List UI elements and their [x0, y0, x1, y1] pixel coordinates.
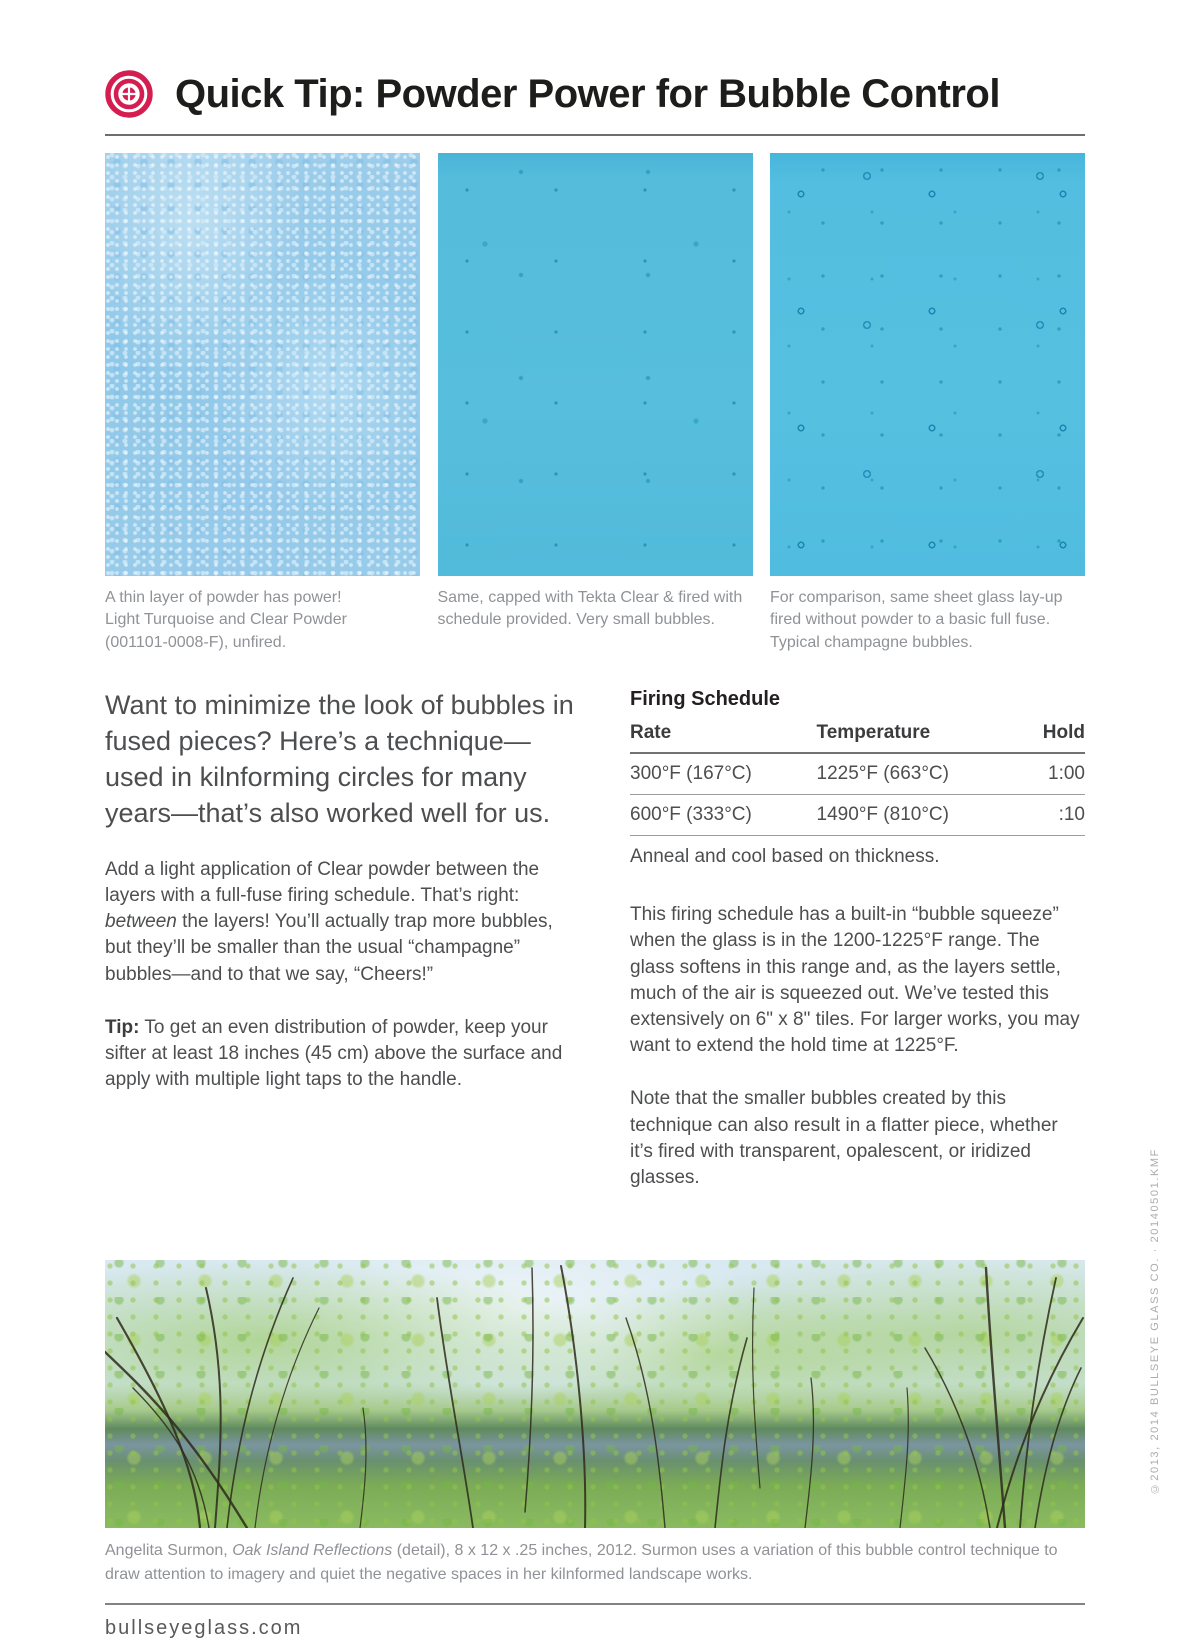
table-cell-rate: 600°F (333°C): [630, 795, 817, 836]
body-paragraph: Note that the smaller bubbles created by this technique can also result in a flatter piece, whether it’s fired with transparent, opalescent, or iridized glasses.: [630, 1088, 1058, 1189]
table-header-temperature: Temperature: [817, 715, 1013, 753]
table-cell-hold: :10: [1012, 795, 1085, 836]
table-row: [630, 795, 1085, 836]
sample-image-champagne-bubbles: [770, 153, 1085, 576]
body-paragraph: [105, 857, 575, 988]
firing-schedule-title: Firing Schedule: [630, 688, 781, 711]
body-paragraph: This firing schedule has a built-in “bubble squeeze” when the glass is in the 1200-1225°F range. The glass softens in this range and, as the layers settle, much of the air is squeezed out. We’ve tested this extensively on 6" x 8" tiles. For larger works, you may want to extend the hold time at 1225°F.: [630, 904, 1080, 1057]
footer-url-link[interactable]: bullseyeglass.com: [105, 1616, 303, 1639]
table-cell-temperature: 1225°F (663°C): [817, 753, 1013, 795]
body-paragraph-text: the layers! You’ll actually trap more bubbles, but they’ll be smaller than the usual “champagne” bubbles—and to that we say, “Cheers!”: [105, 911, 553, 985]
sample-image-unfired-powder: [105, 153, 420, 576]
table-cell-hold: 1:00: [1012, 753, 1085, 795]
table-header-hold: Hold: [1012, 715, 1085, 753]
sample-caption-text: A thin layer of powder has power! Light Turquoise and Clear Powder (001101-0008-F), unfired.: [105, 589, 347, 651]
side-credit: ©2013, 2014 BULLSEYE GLASS CO. · 20140501.KMF: [1149, 1147, 1161, 1494]
bullseye-logo-icon: [105, 70, 153, 118]
intro-text: Want to minimize the look of bubbles in fused pieces? Here’s a technique—used in kilnforming circles for many years—that’s also worked well for us.: [105, 690, 574, 828]
footer-rule: [105, 1603, 1085, 1605]
header: [105, 70, 1085, 118]
artwork-credit-text: (detail), 8 x 12 x .25 inches, 2012. Surmon uses a variation of this bubble control technique to draw attention to imagery and quiet the negative spaces in her kilnformed landscape works.: [105, 1542, 1058, 1583]
sample-images-row: [105, 153, 1085, 576]
header-rule: [105, 134, 1085, 136]
artwork-credit-text: Angelita Surmon,: [105, 1542, 233, 1560]
table-header-row: [630, 715, 1085, 753]
sample-caption: Same, capped with Tekta Clear & fired with schedule provided. Very small bubbles.: [437, 589, 743, 629]
tip-text: To get an even distribution of powder, keep your sifter at least 18 inches (45 cm) above the surface and apply with multiple light taps to the handle.: [105, 1016, 563, 1091]
sample-caption: For comparison, same sheet glass lay-up fired without powder to a basic full fuse. Typical champagne bubbles.: [770, 589, 1063, 651]
sample-captions-row: [105, 587, 1085, 654]
artwork-branches-icon: [105, 1260, 1085, 1528]
tip-paragraph: [105, 1015, 575, 1094]
schedule-note: Anneal and cool based on thickness.: [630, 846, 940, 868]
body-paragraph-emphasis: between: [105, 911, 177, 933]
body-paragraph-text: Add a light application of Clear powder between the layers with a full-fuse firing schedule. That’s right:: [105, 858, 540, 907]
table-cell-temperature: 1490°F (810°C): [817, 795, 1013, 836]
artwork-image: [105, 1260, 1085, 1528]
table-row: [630, 753, 1085, 795]
tip-label: Tip:: [105, 1016, 140, 1038]
firing-schedule-table: [630, 715, 1085, 836]
sample-caption: [105, 587, 420, 654]
table-header-rate: Rate: [630, 715, 817, 753]
page-title: Quick Tip: Powder Power for Bubble Control: [175, 72, 1000, 116]
artwork-credit: [105, 1539, 1070, 1585]
article-left-column: [105, 688, 575, 1218]
article-right-column: [630, 688, 1085, 1218]
table-cell-rate: 300°F (167°C): [630, 753, 817, 795]
sample-image-capped-fired: [438, 153, 753, 576]
artwork-title: Oak Island Reflections: [232, 1542, 393, 1560]
article-columns: [105, 688, 1085, 1218]
